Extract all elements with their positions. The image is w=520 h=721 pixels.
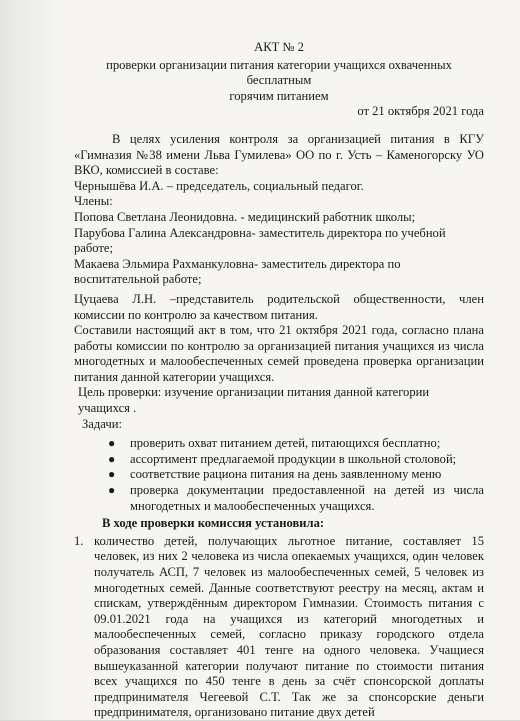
- act-subtitle-line2: горячим питанием: [229, 88, 329, 103]
- tasks-list: [74, 436, 484, 514]
- intro-paragraph: В целях усиления контроля за организацией питания в КГУ «Гимназия №38 имени Льва Гумилева» ОО по г. Усть – Каменогорску УО ВКО, комиссией в составе:: [74, 131, 484, 178]
- task-item: ● соответствие рациона питания на день заявленному меню: [108, 467, 442, 482]
- bullet-icon: ●: [108, 436, 116, 451]
- member-makaeva: Макаева Эльмира Рахманкуловна- заместитель директора по воспитательной работе;: [74, 256, 401, 287]
- task-item: ● ассортимент предлагаемой продукции в школьной столовой;: [108, 451, 457, 466]
- commission-chair: Чернышёва И.А. – председатель, социальный педагог.: [74, 178, 364, 193]
- finding-text: количество детей, получающих льготное питание, составляет 15 человек, из них 2 человека из числа опекаемых учащихся, один человек получатель АСП, 7 человек из малообеспеченных семей, 5 человек из многодетных семей. Данные соответствуют реестру на месяц, актам и спискам, утверждённым директором Гимназии. Стоимость питания с 09.01.2021 года на учащихся из категорий многодетных и малообеспеченных семей, согласно приказу городского отдела образования составляет 401 тенге на одного человека. Учащиеся вышеуказанной категории получают питание по стоимости питания всех учащихся по 450 тенге в день за счёт спонсорской доплаты предпринимателя Чегеевой С.Т. Так же за спонсорские деньги предпринимателя, организовано питание двух детей: [94, 533, 484, 720]
- bullet-icon: ●: [108, 467, 116, 482]
- task-item: ● проверка документации предоставленной на детей из числа многодетных и малообеспеченных учащихся.: [108, 483, 484, 513]
- act-paragraph: Составили настоящий акт в том, что 21 октября 2021 года, согласно плана работы комиссии по контролю за организацией питания учащихся из числа многодетных и малообеспеченных семей проведена проверка организации питания данной категории учащихся.: [74, 323, 484, 384]
- members-label: Члены:: [74, 194, 113, 209]
- bullet-icon: ●: [108, 483, 116, 498]
- act-title: АКТ № 2: [254, 40, 304, 54]
- act-date: от 21 октября 2021 года: [357, 104, 484, 119]
- document-content: [74, 40, 484, 721]
- tasks-label: Задачи:: [82, 416, 122, 431]
- finding-item-1: [74, 534, 484, 721]
- task-item: ● проверить охват питанием детей, питающихся бесплатно;: [108, 436, 441, 451]
- act-subtitle-line1: проверки организации питания категории учащихся охваченных бесплатным: [106, 57, 452, 88]
- check-goal: Цель проверки: изучение организации питания данной категории учащихся .: [78, 385, 430, 416]
- bullet-icon: ●: [108, 451, 116, 466]
- findings-heading: В ходе проверки комиссия установила:: [102, 516, 325, 531]
- finding-number: 1.: [74, 533, 84, 548]
- member-tsutsaeva: Цуцаева Л.Н. –представитель родительской общественности, член комиссии по контролю за качеством питания.: [74, 291, 484, 322]
- member-parubova: Парубова Галина Александровна- заместитель директора по учебной работе;: [74, 225, 446, 256]
- member-popova: Попова Светлана Леонидовна. - медицинский работник школы;: [74, 209, 416, 224]
